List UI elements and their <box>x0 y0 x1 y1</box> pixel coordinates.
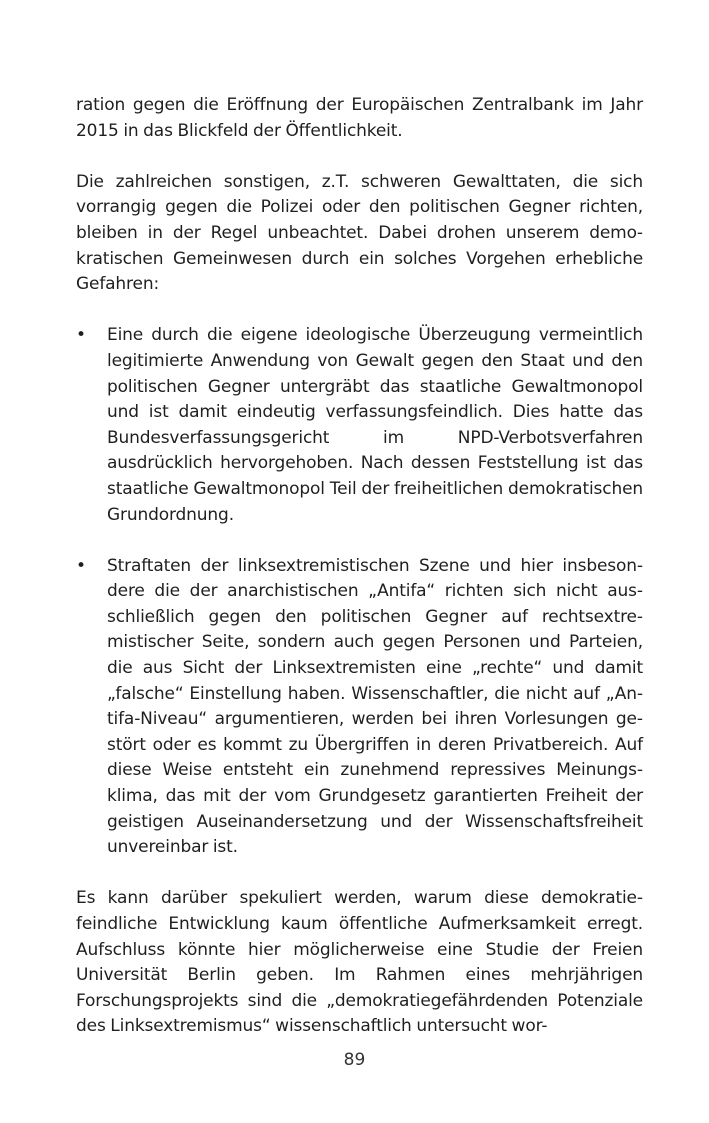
list-item <box>76 554 643 861</box>
bullet-text: Eine durch die eigene ideologische Überzeugung vermeintlich legitimierte Anwendung von Gewalt gegen den Staat und den politischen Gegner untergräbt das staatliche Gewaltmonopol und ist damit eindeutig verfassungsfeindlich. Dies hatte das Bundesverfassungsgericht im NPD-Verbotsverfahren ausdrücklich hervorgehoben. Nach dessen Feststellung ist das staatliche Gewaltmonopol Teil der freiheitlichen demokratischen Grundordnung. <box>107 325 643 525</box>
bullet-list <box>76 323 643 860</box>
bullet-marker: • <box>76 555 87 576</box>
page-number: 89 <box>343 1050 366 1070</box>
paragraph-violence: Die zahlreichen sonstigen, z.T. schweren Gewalttaten, die sich vorrangig gegen die Polizei oder den politischen Gegner richten, bleiben in der Regel unbeachtet. Dabei drohen unserem demokratischen Gemeinwesen durch ein solches Vorgehen erhebliche Gefahren: <box>76 171 643 295</box>
paragraph-continuation: ration gegen die Eröffnung der Europäischen Zentralbank im Jahr 2015 in das Blickfeld der Öffentlichkeit. <box>76 95 643 141</box>
paragraph-study: Es kann darüber spekuliert werden, warum diese demokratiefeindliche Entwicklung kaum öffentliche Aufmerksamkeit erregt. Aufschluss könnte hier möglicherweise eine Studie der Freien Universität Berlin geben. Im Rahmen eines mehrjährigen Forschungsprojekts sind die „demokratiegefährdenden Potenziale des Linksextremismus“ wissenschaftlich untersucht wor- <box>76 888 643 1037</box>
bullet-marker: • <box>76 325 87 346</box>
bullet-text: Straftaten der linksextremistischen Szene und hier insbesondere die der anarchistischen „Antifa“ richten sich nicht ausschließlich gegen den politischen Gegner auf rechtsextremistischer Seite, sondern auch gegen Personen und Parteien, die aus Sicht der Linksextremisten eine „rechte“ und damit „falsche“ Einstellung haben. Wissenschaftler, die nicht auf „Antifa-Niveau“ argumentieren, werden bei ihren Vorlesungen gestört oder es kommt zu Übergriffen in deren Privatbereich. Auf diese Weise entsteht ein zunehmend repressives Meinungsklima, das mit der vom Grundgesetz garantierten Freiheit der geistigen Auseinandersetzung und der Wissenschaftsfreiheit unvereinbar ist. <box>107 555 643 858</box>
list-item <box>76 323 643 528</box>
page-body <box>76 93 643 1040</box>
